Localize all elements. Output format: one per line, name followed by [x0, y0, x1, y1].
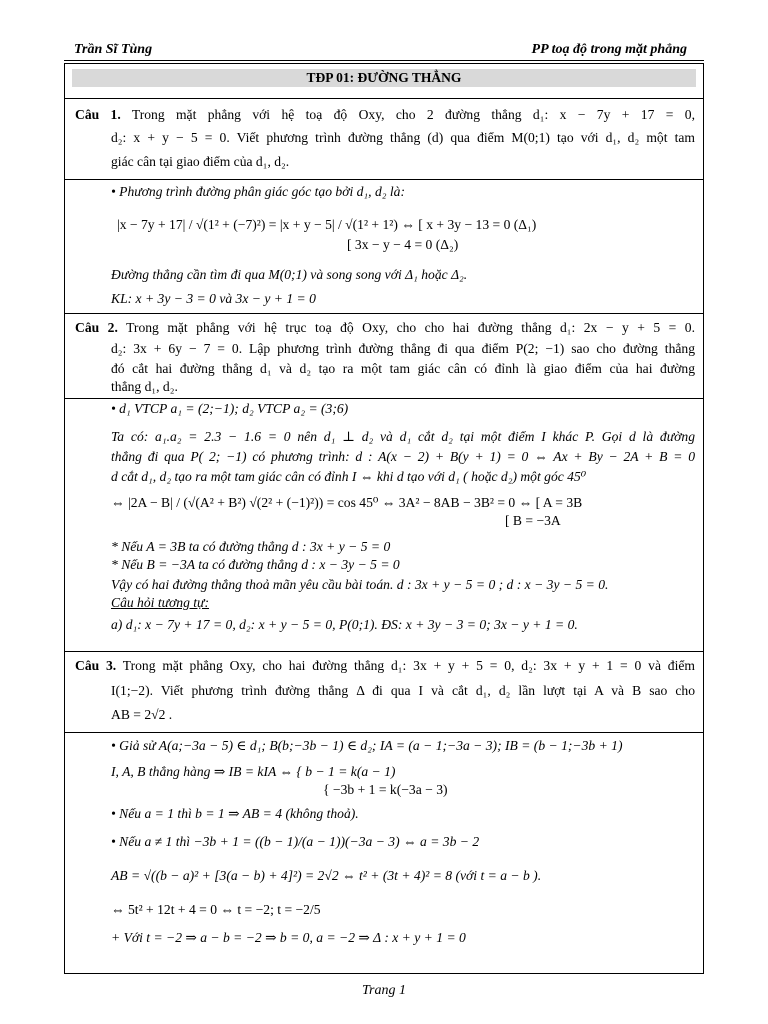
- s3-line-6: AB = √((b − a)² + [3(a − b) + 4]²) = 2√2 ⇔ t² + (3t + 4)² = 8 (với t = a − b ).: [111, 868, 542, 883]
- header-author: Trần Sĩ Tùng: [74, 42, 153, 57]
- solution-2: [65, 398, 703, 650]
- s1-line-4: Đường thẳng cần tìm đi qua M(0;1) và song song với Δ₁ hoặc Δ₂.: [111, 267, 468, 282]
- s1-line-5: KL: x + 3y − 3 = 0 và 3x − y + 1 = 0: [111, 291, 316, 306]
- solution-1: [65, 180, 703, 312]
- content-frame: [64, 63, 704, 974]
- s2-line-7: * Nếu A = 3B ta có đường thẳng d : 3x + y − 5 = 0: [111, 539, 391, 554]
- s3-line-8: + Với t = −2 ⇒ a − b = −2 ⇒ b = 0, a = −2 ⇒ Δ : x + y + 1 = 0: [111, 930, 466, 945]
- s2-line-10: Câu hỏi tương tự:: [111, 595, 209, 610]
- q3-line-1: Câu 3. Trong mặt phẳng Oxy, cho hai đường thẳng d₁: 3x + y + 5 = 0, d₂: 3x + y + 1 = 0 và điểm: [75, 658, 695, 673]
- s2-line-5: ⇔ |2A − B| / (√(A² + B²) √(2² + (−1)²)) = cos 45⁰ ⇔ 3A² − 8AB − 3B² = 0 ⇔ [ A = 3B: [111, 495, 583, 510]
- s3-line-2: I, A, B thẳng hàng ⇒ IB = kIA ⇔ { b − 1 = k(a − 1): [111, 764, 396, 779]
- s2-line-4: d cắt d₁, d₂ tạo ra một tam giác cân có đỉnh I ⇔ khi d tạo với d₁ ( hoặc d₂) một góc 45⁰: [111, 469, 587, 484]
- s1-line-3: [ 3x − y − 4 = 0 (Δ₂): [347, 237, 459, 252]
- s1-line-2: |x − 7y + 17| / √(1² + (−7)²) = |x + y − 5| / √(1² + 1²) ⇔ [ x + 3y − 13 = 0 (Δ₁): [117, 217, 537, 232]
- q1-line-3: giác cân tại giao điểm của d₁, d₂.: [111, 154, 290, 169]
- page-footer: Trang 1: [362, 983, 406, 998]
- page-header: [74, 40, 687, 58]
- question-1: [65, 98, 703, 180]
- solution-3: [65, 733, 703, 969]
- s3-line-1: • Giả sử A(a;−3a − 5) ∈ d₁; B(b;−3b − 1) ∈ d₂; IA = (a − 1;−3a − 3); IB = (b − 1;−3b + 1): [111, 738, 623, 753]
- question-3: [65, 651, 703, 733]
- s3-line-4: • Nếu a = 1 thì b = 1 ⇒ AB = 4 (không thoả).: [111, 806, 359, 821]
- s2-line-2: Ta có: a₁.a₂ = 2.3 − 1.6 = 0 nên d₁ ⊥ d₂ và d₁ cắt d₂ tại một điểm I khác P. Gọi d là đường: [111, 429, 695, 444]
- header-subject: PP toạ độ trong mặt phẳng: [531, 42, 687, 57]
- s1-line-1: • Phương trình đường phân giác góc tạo bởi d₁, d₂ là:: [111, 184, 405, 199]
- q1-line-2: d₂: x + y − 5 = 0. Viết phương trình đường thẳng (d) qua điểm M(0;1) tạo với d₁, d₂ một tam: [111, 130, 695, 145]
- s2-line-9: Vậy có hai đường thẳng thoả mãn yêu cầu bài toán. d : 3x + y − 5 = 0 ; d : x − 3y − 5 = 0.: [111, 577, 609, 592]
- q3-line-3: AB = 2√2 .: [111, 707, 173, 722]
- s2-line-6: [ B = −3A: [505, 513, 561, 528]
- q2-line-2: d₂: 3x + 6y − 7 = 0. Lập phương trình đường thẳng đi qua điểm P(2; −1) sao cho đường thẳng: [111, 341, 695, 356]
- s2-line-1: • d₁ VTCP a₁ = (2;−1); d₂ VTCP a₂ = (3;6): [111, 401, 349, 416]
- question-2: [65, 313, 703, 399]
- q1-line-1: Câu 1. Trong mặt phẳng với hệ toạ độ Oxy, cho 2 đường thẳng d₁: x − 7y + 17 = 0,: [75, 107, 695, 122]
- q2-line-1: Câu 2. Trong mặt phẳng với hệ trục toạ độ Oxy, cho cho hai đường thẳng d₁: 2x − y + 5 = 0.: [75, 320, 695, 335]
- s3-line-7: ⇔ 5t² + 12t + 4 = 0 ⇔ t = −2; t = −2/5: [111, 902, 321, 917]
- s2-line-11: a) d₁: x − 7y + 17 = 0, d₂: x + y − 5 = 0, P(0;1). ĐS: x + 3y − 3 = 0; 3x − y + 1 = 0.: [111, 617, 578, 632]
- s3-line-3: { −3b + 1 = k(−3a − 3): [323, 782, 448, 797]
- q2-line-3: đó cắt hai đường thẳng d₁ và d₂ tạo ra một tam giác cân có đỉnh là giao điểm của hai đường: [111, 361, 695, 376]
- s3-line-5: • Nếu a ≠ 1 thì −3b + 1 = ((b − 1)/(a − 1))(−3a − 3) ⇔ a = 3b − 2: [111, 834, 480, 849]
- q3-line-2: I(1;−2). Viết phương trình đường thẳng Δ đi qua I và cắt d₁, d₂ lần lượt tại A và B sao cho: [111, 683, 695, 698]
- s2-line-3: thẳng đi qua P( 2; −1) có phương trình: d : A(x − 2) + B(y + 1) = 0 ⇔ Ax + By − 2A + B = 0: [111, 449, 695, 464]
- s2-line-8: * Nếu B = −3A ta có đường thẳng d : x − 3y − 5 = 0: [111, 557, 400, 572]
- header-rule: [64, 60, 704, 61]
- section-title: TĐP 01: ĐƯỜNG THẲNG: [72, 69, 696, 87]
- q2-line-4: thẳng d₁, d₂.: [111, 379, 178, 394]
